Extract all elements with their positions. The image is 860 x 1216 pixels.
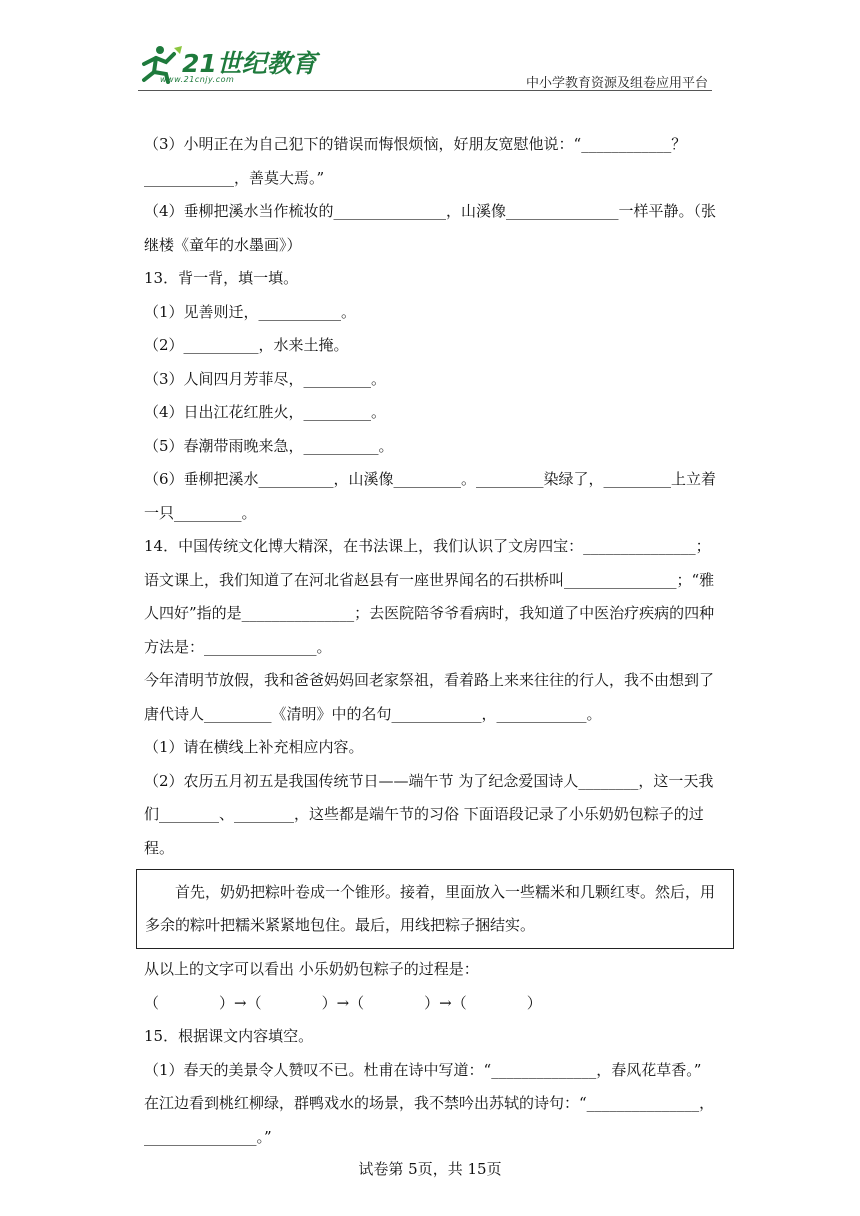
page-content	[144, 128, 720, 1154]
text-line: （1）春天的美景令人赞叹不已。杜甫在诗中写道：“______________，春风花草香。”	[144, 1060, 702, 1079]
platform-name: 中小学教育资源及组卷应用平台	[525, 76, 708, 91]
text-line: （2）__________，水来土掩。	[144, 336, 349, 354]
logo-url: www.21cnjy.com	[160, 75, 235, 84]
text-line: 们________、________，这些都是端午节的习俗 下面语段记录了小乐奶奶包粽子的过	[144, 805, 704, 823]
text-line: 方法是：_______________。	[144, 637, 332, 656]
text-line: （4）垂柳把溪水当作梳妆的_______________，山溪像_______________一样平静。（张	[144, 202, 717, 220]
text-line: 一只_________。	[144, 503, 257, 522]
passage-line: 首先，奶奶把粽叶卷成一个锥形。接着，里面放入一些糯米和几颗红枣。然后，用	[175, 883, 716, 901]
text-line: 语文课上，我们知道了在河北省赵县有一座世界闻名的石拱桥叫_______________；“雅	[144, 570, 715, 589]
page-footer: 试卷第 5页，共 15页	[358, 1160, 502, 1178]
text-line: ____________，善莫大焉。”	[144, 168, 325, 187]
text-line: （5）春潮带雨晚来急，__________。	[144, 436, 394, 455]
text-line: （2）农历五月初五是我国传统节日——端午节 为了纪念爱国诗人________，这一天我	[144, 771, 714, 790]
question-15-title: 15．根据课文内容填空。	[144, 1027, 314, 1045]
text-line: 今年清明节放假，我和爸爸妈妈回老家祭祖，看着路上来来往往的行人，我不由想到了	[144, 671, 715, 689]
logo-text: 21世纪教育	[182, 49, 317, 78]
question-14-title: 14．中国传统文化博大精深，在书法课上，我们认识了文房四宝：_______________；	[144, 537, 711, 555]
page-header	[138, 40, 712, 90]
passage-line: 多余的粽叶把糯米紧紧地包住。最后，用线把粽子捆结实。	[145, 916, 536, 934]
text-line: 继楼《童年的水墨画》）	[144, 235, 302, 254]
text-line: （1）见善则迁，___________。	[144, 302, 357, 321]
passage-box	[136, 869, 734, 949]
text-line: （4）日出江花红胜火，_________。	[144, 403, 387, 421]
text-line: _______________。”	[144, 1127, 272, 1146]
text-line: 人四好”指的是_______________；去医院陪爷爷看病时，我知道了中医治疗疾病的四种	[144, 604, 715, 622]
text-line: 在江边看到桃红柳绿，群鸭戏水的场景，我不禁吟出苏轼的诗句：“_______________，	[144, 1094, 715, 1112]
text-line: （3）小明正在为自己犯下的错误而悔恨烦恼，好朋友宽慰他说：“____________？	[144, 135, 687, 153]
text-line: 程。	[144, 838, 175, 857]
text-line: （6）垂柳把溪水__________，山溪像_________。_________染绿了，_________上立着	[144, 470, 717, 488]
text-line: （3）人间四月芳菲尽，_________。	[144, 369, 387, 388]
question-13-title: 13．背一背，填一填。	[144, 269, 299, 287]
text-line: 唐代诗人_________《清明》中的名句____________，____________。	[144, 704, 602, 723]
logo	[138, 40, 318, 88]
header-divider	[138, 90, 712, 91]
text-line: （1）请在横线上补充相应内容。	[144, 738, 364, 756]
process-arrows: （ ）→（ ）→（ ）→（ ）	[144, 993, 542, 1012]
text-line: 从以上的文字可以看出 小乐奶奶包粽子的过程是：	[144, 960, 479, 978]
